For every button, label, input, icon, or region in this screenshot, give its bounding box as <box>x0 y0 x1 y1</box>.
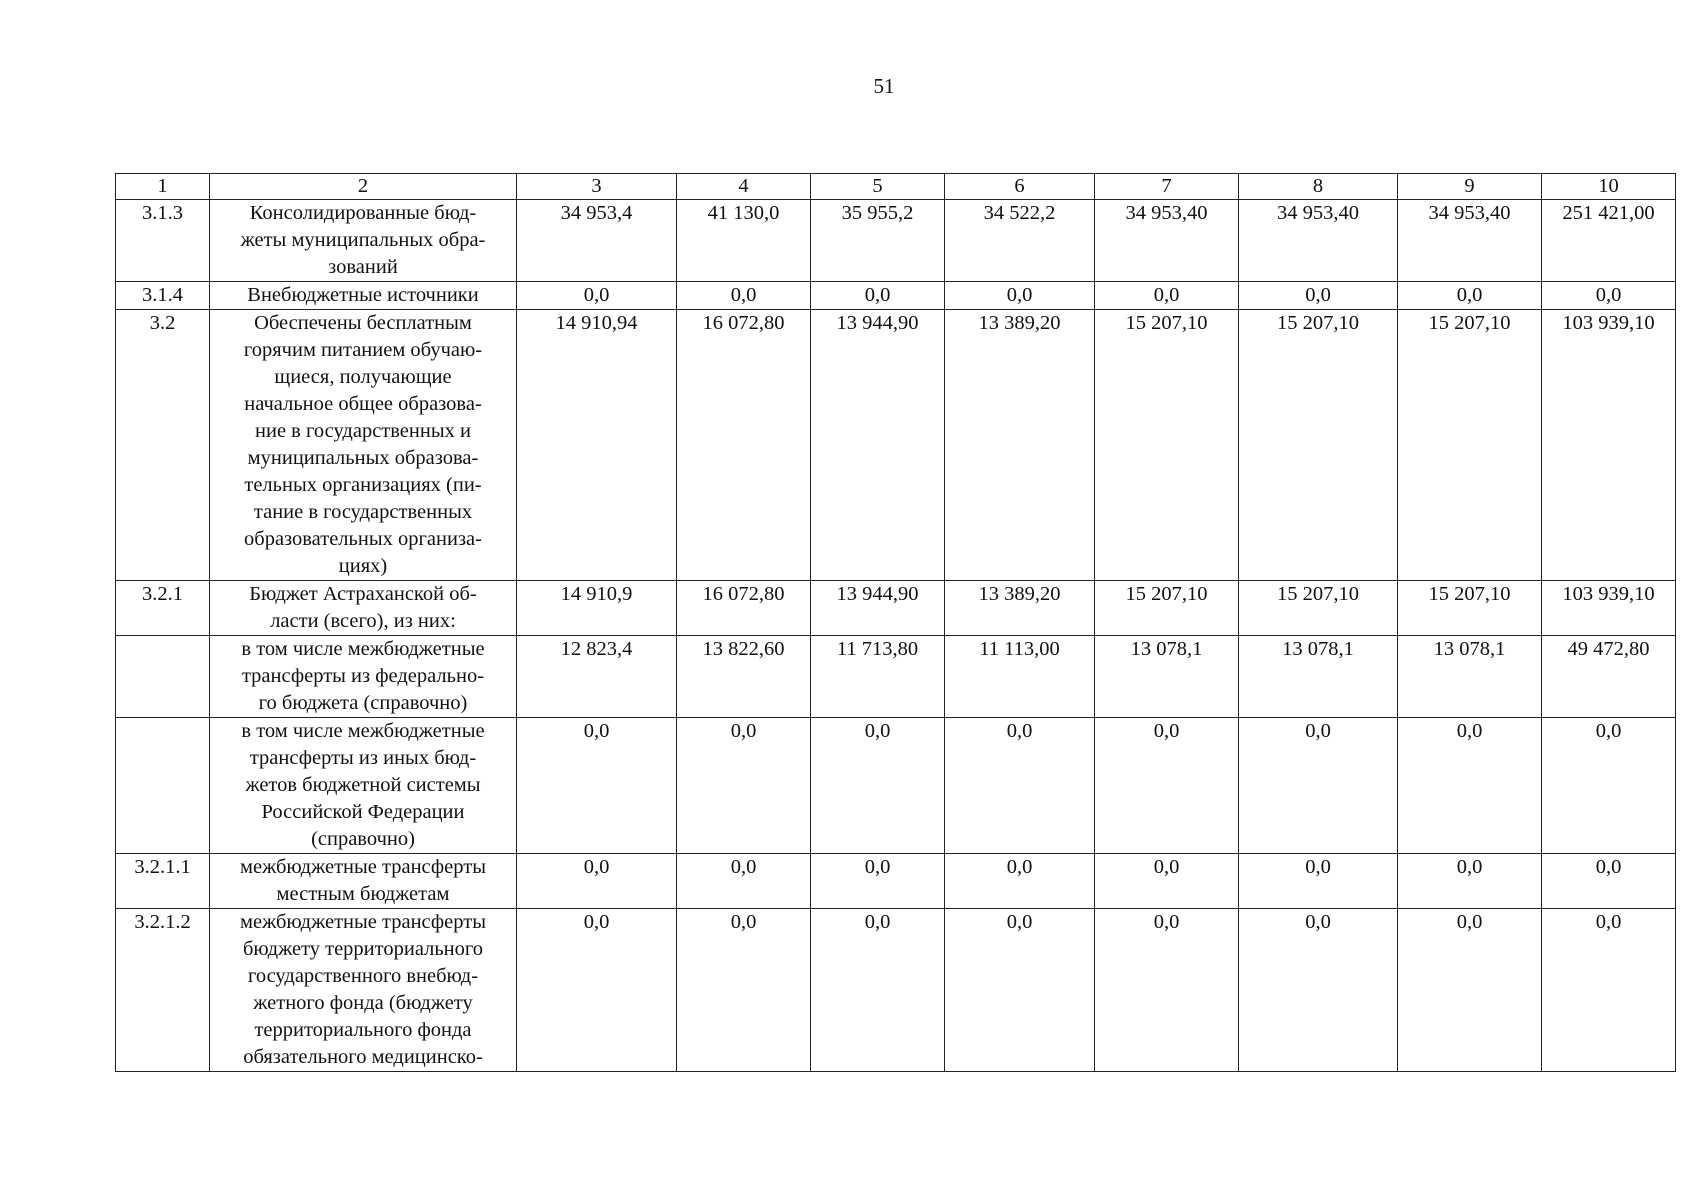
row-description <box>210 718 517 854</box>
value-cell: 0,0 <box>677 854 811 909</box>
description-line: образовательных организа- <box>244 528 482 550</box>
row-code: 3.2 <box>116 310 210 581</box>
description-line: межбюджетные трансферты <box>240 911 486 933</box>
value-cell: 13 822,60 <box>677 636 811 718</box>
description-line: жетного фонда (бюджету <box>253 992 473 1014</box>
row-code: 3.2.1 <box>116 581 210 636</box>
value-cell: 0,0 <box>1239 282 1398 310</box>
value-cell: 11 713,80 <box>811 636 945 718</box>
value-cell: 16 072,80 <box>677 310 811 581</box>
value-cell: 34 953,4 <box>517 200 677 282</box>
table-row <box>116 581 1676 636</box>
column-header: 4 <box>677 174 811 200</box>
column-header: 5 <box>811 174 945 200</box>
value-cell: 0,0 <box>1542 718 1676 854</box>
description-line: Российской Федерации <box>261 801 465 823</box>
column-header: 8 <box>1239 174 1398 200</box>
value-cell: 41 130,0 <box>677 200 811 282</box>
row-description <box>210 854 517 909</box>
value-cell: 0,0 <box>811 909 945 1072</box>
value-cell: 15 207,10 <box>1095 581 1239 636</box>
value-cell: 103 939,10 <box>1542 310 1676 581</box>
row-code: 3.2.1.1 <box>116 854 210 909</box>
value-cell: 15 207,10 <box>1239 581 1398 636</box>
budget-table <box>115 173 1676 1072</box>
description-line: жетов бюджетной системы <box>245 774 481 796</box>
description-line: Обеспечены бесплатным <box>254 312 472 334</box>
value-cell: 0,0 <box>945 909 1095 1072</box>
value-cell: 0,0 <box>517 909 677 1072</box>
header-row <box>116 174 1676 200</box>
value-cell: 251 421,00 <box>1542 200 1676 282</box>
description-line: щиеся, получающие <box>274 366 452 388</box>
value-cell: 15 207,10 <box>1239 310 1398 581</box>
value-cell: 34 953,40 <box>1095 200 1239 282</box>
value-cell: 0,0 <box>811 282 945 310</box>
table-row <box>116 718 1676 854</box>
value-cell: 0,0 <box>677 909 811 1072</box>
table-row <box>116 200 1676 282</box>
value-cell: 34 522,2 <box>945 200 1095 282</box>
value-cell: 15 207,10 <box>1398 310 1542 581</box>
value-cell: 0,0 <box>1239 909 1398 1072</box>
description-line: го бюджета (справочно) <box>258 692 468 714</box>
description-line: горячим питанием обучаю- <box>243 339 483 361</box>
description-line: циях) <box>338 555 388 577</box>
value-cell: 12 823,4 <box>517 636 677 718</box>
value-cell: 0,0 <box>677 282 811 310</box>
row-code <box>116 718 210 854</box>
row-description <box>210 282 517 310</box>
value-cell: 49 472,80 <box>1542 636 1676 718</box>
description-line: начальное общее образова- <box>244 393 482 415</box>
description-line: в том числе межбюджетные <box>241 720 485 742</box>
table-row <box>116 909 1676 1072</box>
value-cell: 34 953,40 <box>1239 200 1398 282</box>
description-line: муниципальных образова- <box>247 447 479 469</box>
description-line: местным бюджетам <box>276 883 450 905</box>
description-line: ние в государственных и <box>255 420 471 442</box>
row-description <box>210 581 517 636</box>
description-line: Консолидированные бюд- <box>249 202 477 224</box>
value-cell: 0,0 <box>1239 718 1398 854</box>
description-line: тание в государственных <box>253 501 473 523</box>
description-line: жеты муниципальных обра- <box>240 229 486 251</box>
table-row <box>116 636 1676 718</box>
description-line: территориального фонда <box>254 1019 472 1041</box>
value-cell: 13 944,90 <box>811 581 945 636</box>
row-code: 3.1.3 <box>116 200 210 282</box>
value-cell: 16 072,80 <box>677 581 811 636</box>
value-cell: 0,0 <box>945 282 1095 310</box>
description-line: обязательного медицинско- <box>243 1046 483 1068</box>
description-line: бюджету территориального <box>242 938 484 960</box>
value-cell: 0,0 <box>1542 282 1676 310</box>
description-line: Внебюджетные источники <box>247 284 479 306</box>
value-cell: 0,0 <box>1398 718 1542 854</box>
value-cell: 0,0 <box>945 854 1095 909</box>
value-cell: 0,0 <box>1542 854 1676 909</box>
value-cell: 14 910,94 <box>517 310 677 581</box>
value-cell: 0,0 <box>677 718 811 854</box>
value-cell: 0,0 <box>517 854 677 909</box>
value-cell: 0,0 <box>517 718 677 854</box>
description-line: в том числе межбюджетные <box>241 638 485 660</box>
table-row <box>116 282 1676 310</box>
column-header: 3 <box>517 174 677 200</box>
description-line: трансферты из федерально- <box>241 665 485 687</box>
column-header: 2 <box>210 174 517 200</box>
value-cell: 34 953,40 <box>1398 200 1542 282</box>
page-number: 51 <box>873 74 895 98</box>
table-row <box>116 310 1676 581</box>
value-cell: 0,0 <box>1239 854 1398 909</box>
value-cell: 0,0 <box>1095 718 1239 854</box>
description-line: ласти (всего), из них: <box>270 610 456 632</box>
column-header: 7 <box>1095 174 1239 200</box>
value-cell: 0,0 <box>1095 854 1239 909</box>
value-cell: 0,0 <box>1398 282 1542 310</box>
description-line: государственного внебюд- <box>247 965 479 987</box>
value-cell: 13 078,1 <box>1398 636 1542 718</box>
value-cell: 15 207,10 <box>1398 581 1542 636</box>
value-cell: 13 078,1 <box>1095 636 1239 718</box>
value-cell: 0,0 <box>1398 854 1542 909</box>
value-cell: 103 939,10 <box>1542 581 1676 636</box>
value-cell: 0,0 <box>1095 282 1239 310</box>
description-line: зований <box>328 256 398 278</box>
value-cell: 0,0 <box>1398 909 1542 1072</box>
value-cell: 11 113,00 <box>945 636 1095 718</box>
row-description <box>210 310 517 581</box>
value-cell: 13 078,1 <box>1239 636 1398 718</box>
description-line: межбюджетные трансферты <box>240 856 486 878</box>
value-cell: 0,0 <box>517 282 677 310</box>
description-line: трансферты из иных бюд- <box>249 747 477 769</box>
row-description <box>210 909 517 1072</box>
table-row <box>116 854 1676 909</box>
row-description <box>210 636 517 718</box>
row-code <box>116 636 210 718</box>
row-code: 3.2.1.2 <box>116 909 210 1072</box>
value-cell: 0,0 <box>1542 909 1676 1072</box>
description-line: тельных организациях (пи- <box>244 474 482 496</box>
row-code: 3.1.4 <box>116 282 210 310</box>
column-header: 1 <box>116 174 210 200</box>
value-cell: 35 955,2 <box>811 200 945 282</box>
column-header: 10 <box>1542 174 1676 200</box>
value-cell: 0,0 <box>811 854 945 909</box>
value-cell: 14 910,9 <box>517 581 677 636</box>
column-header: 6 <box>945 174 1095 200</box>
value-cell: 13 389,20 <box>945 310 1095 581</box>
row-description <box>210 200 517 282</box>
value-cell: 0,0 <box>811 718 945 854</box>
description-line: Бюджет Астраханской об- <box>249 583 477 605</box>
value-cell: 13 389,20 <box>945 581 1095 636</box>
column-header: 9 <box>1398 174 1542 200</box>
value-cell: 15 207,10 <box>1095 310 1239 581</box>
value-cell: 0,0 <box>945 718 1095 854</box>
description-line: (справочно) <box>311 828 415 850</box>
value-cell: 13 944,90 <box>811 310 945 581</box>
value-cell: 0,0 <box>1095 909 1239 1072</box>
